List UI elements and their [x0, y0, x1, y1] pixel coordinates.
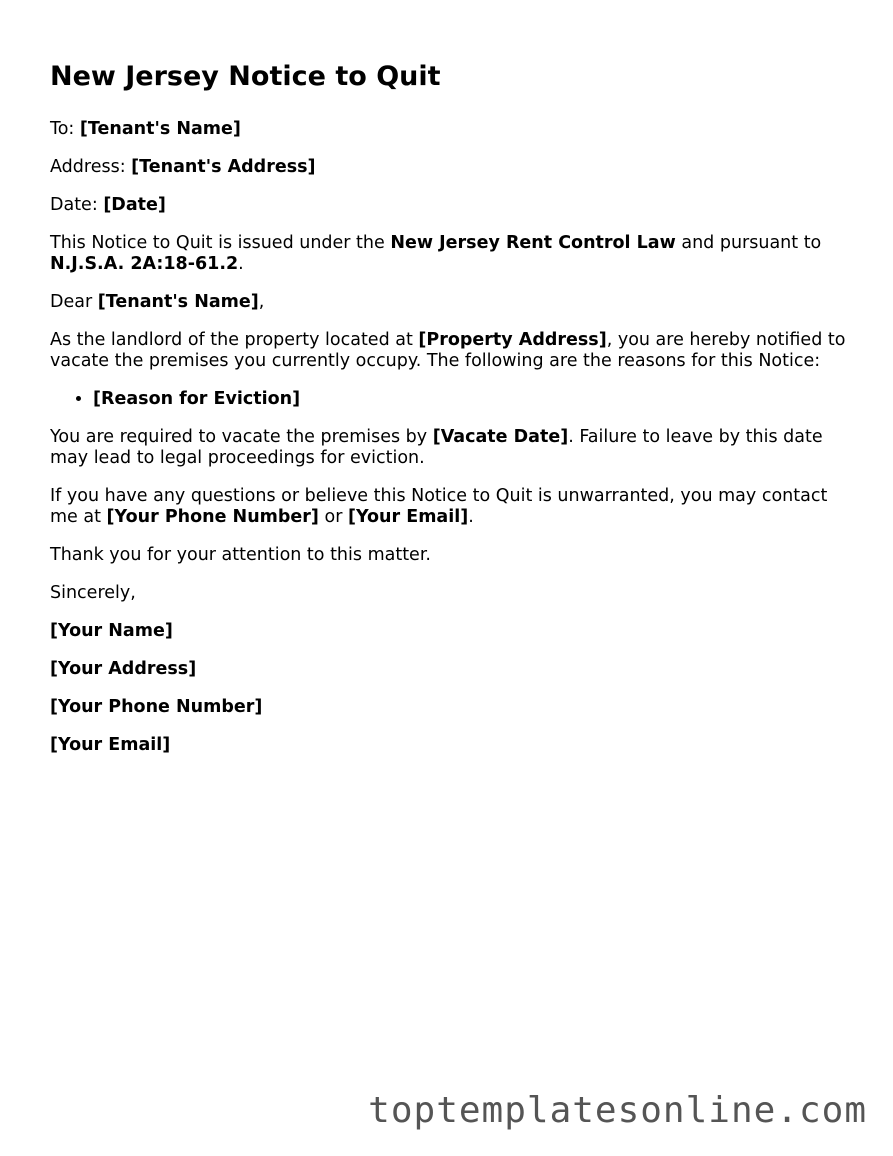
list-item [93, 389, 850, 410]
intro-text-1: This Notice to Quit is issued under the [50, 233, 385, 253]
contact-end: . [468, 507, 474, 527]
intro-text-2: and pursuant to [681, 233, 822, 253]
signer-email-text: [Your Email] [50, 735, 171, 755]
date-value: [Date] [103, 195, 166, 215]
date-line [50, 195, 850, 216]
to-value: [Tenant's Name] [79, 119, 241, 139]
thanks-line: Thank you for your attention to this matter. [50, 545, 431, 565]
contact-email: [Your Email] [347, 507, 469, 527]
intro-law: New Jersey Rent Control Law [390, 233, 676, 253]
address-line [50, 157, 850, 178]
contact-paragraph [50, 486, 850, 528]
vacate-date: [Vacate Date] [432, 427, 569, 447]
notice-paragraph [50, 330, 850, 372]
salutation-end: , [258, 292, 265, 312]
contact-phone: [Your Phone Number] [106, 507, 319, 527]
to-line [50, 119, 850, 140]
contact-or: or [324, 507, 343, 527]
notice-text-1: As the landlord of the property located at [50, 330, 413, 350]
reason-text: [Reason for Eviction] [93, 389, 301, 409]
signer-address [50, 659, 850, 680]
contact-text-1: If you have any questions or believe this Notice to Quit is unwarranted, you may contact me at [50, 486, 828, 527]
document-title: New Jersey Notice to Quit [50, 61, 441, 92]
reasons-list [50, 389, 850, 410]
address-value: [Tenant's Address] [131, 157, 316, 177]
notice-text-2: , you are hereby notified to vacate the premises you currently occupy. The following are the reasons for this Notice: [50, 330, 846, 371]
signer-email [50, 735, 850, 756]
vacate-text-1: You are required to vacate the premises by [50, 427, 428, 447]
intro-paragraph [50, 233, 850, 275]
vacate-paragraph [50, 427, 850, 469]
closing-line: Sincerely, [50, 583, 136, 603]
signer-phone-text: [Your Phone Number] [50, 697, 263, 717]
intro-end: . [238, 254, 244, 274]
signer-name-text: [Your Name] [50, 621, 173, 641]
intro-statute: N.J.S.A. 2A:18-61.2 [50, 254, 239, 274]
watermark: toptemplatesonline.com [368, 1090, 867, 1131]
to-label: To: [50, 119, 75, 139]
document-page [50, 57, 850, 773]
vacate-text-2: . Failure to leave by this date may lead to legal proceedings for eviction. [50, 427, 823, 468]
property-address: [Property Address] [418, 330, 607, 350]
signer-phone [50, 697, 850, 718]
signer-address-text: [Your Address] [50, 659, 197, 679]
salutation-name: [Tenant's Name] [97, 292, 259, 312]
address-label: Address: [50, 157, 126, 177]
salutation-prefix: Dear [50, 292, 93, 312]
signer-name [50, 621, 850, 642]
salutation [50, 292, 850, 313]
date-label: Date: [50, 195, 98, 215]
